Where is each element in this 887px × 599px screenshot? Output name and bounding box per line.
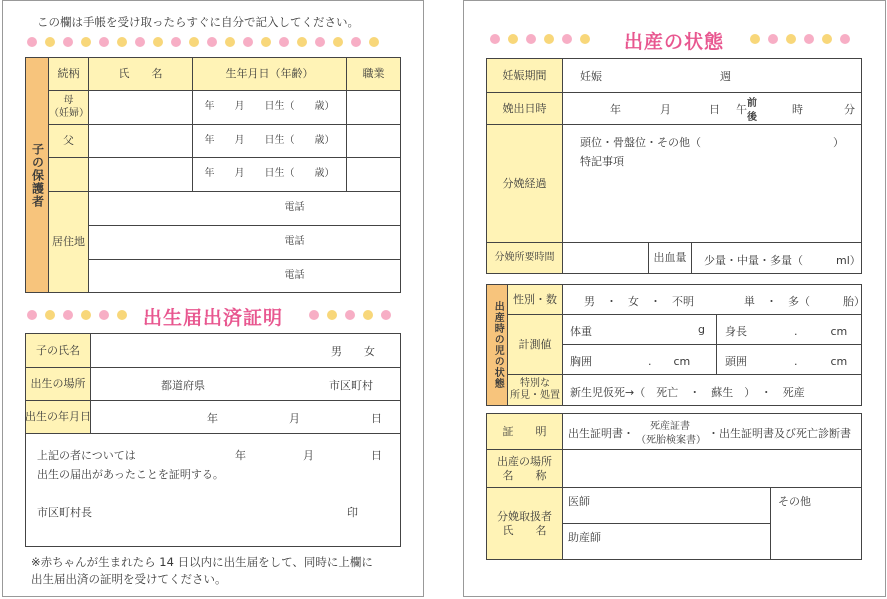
height-label: 身長 xyxy=(725,325,747,338)
prefecture: 都道府県 xyxy=(161,379,205,392)
weight-label: 体重 xyxy=(570,325,592,338)
cert-title: 出生届出済証明 xyxy=(143,307,284,329)
proof-birth-death-cert: ・出生証明書及び死亡診断書 xyxy=(708,427,851,440)
phone-3: 電話 xyxy=(284,269,305,281)
relation-mother: 母 （妊婦） xyxy=(49,91,88,124)
height-unit: . cm xyxy=(794,325,848,338)
seal-mark: 印 xyxy=(347,506,358,519)
proof-stillbirth-1: 死産証書 xyxy=(650,421,690,432)
dot-divider-title-left xyxy=(490,33,590,45)
attendant-label-2: 氏 名 xyxy=(502,523,547,537)
header-birth: 生年月日（年齢） xyxy=(193,58,346,90)
footnote-line1: ※赤ちゃんが生まれたら 14 日以内に出生届をして、同時に上欄に xyxy=(31,555,373,569)
dot-divider-title-right xyxy=(750,33,850,45)
special-findings-value: 新生児仮死→（ 死亡 ・ 蘇生 ） ・ 死産 xyxy=(570,386,805,399)
birth-other: 年 月 日生（ 歳） xyxy=(204,168,335,180)
special-findings-label-1: 特別な xyxy=(520,377,550,389)
address-label: 居住地 xyxy=(49,192,88,292)
birth-month: 月 xyxy=(660,103,671,116)
newborn-side-label: 出産時の児の状態 xyxy=(487,285,507,405)
statement-month: 月 xyxy=(303,449,314,462)
birth-datetime-label: 娩出日時 xyxy=(487,93,562,124)
header-job: 職業 xyxy=(347,58,400,90)
birthplace-name-label-2: 名 称 xyxy=(502,468,547,482)
weight-unit: g xyxy=(698,323,705,336)
birth-day: 日 xyxy=(709,103,720,116)
right-page xyxy=(463,0,886,597)
child-gender: 男 女 xyxy=(331,345,375,358)
blood-loss-label: 出血量 xyxy=(653,251,687,265)
other-label: その他 xyxy=(778,495,811,508)
midwife-label: 助産師 xyxy=(568,531,601,544)
blood-loss-value: 少量・中量・多量（ ml） xyxy=(704,254,861,267)
child-name-label: 子の氏名 xyxy=(26,334,90,367)
guardian-side-label: 子の保護者 xyxy=(26,58,48,292)
attendant-label-1: 分娩取扱者 xyxy=(497,509,552,523)
sex-count-label: 性別・数 xyxy=(508,285,562,314)
proof-stillbirth-2: （死胎検案書） xyxy=(636,435,706,446)
sex-value: 男 ・ 女 ・ 不明 xyxy=(584,295,694,308)
gestation-post: 週 xyxy=(720,70,731,83)
gestation-label: 妊娠期間 xyxy=(487,59,562,92)
left-page xyxy=(2,0,424,597)
gestation-pre: 妊娠 xyxy=(580,70,602,83)
proof-label: 証 明 xyxy=(487,414,562,449)
birthdate-year: 年 xyxy=(207,412,218,425)
head-unit: . cm xyxy=(794,355,848,368)
phone-1: 電話 xyxy=(284,202,305,214)
count-value: 単 ・ 多（ 胎） xyxy=(744,295,865,308)
birthdate-day: 日 xyxy=(371,412,382,425)
special-findings-label-2: 所見・処置 xyxy=(510,390,560,401)
header-relation: 続柄 xyxy=(49,58,88,90)
presentation: 頭位・骨盤位・その他（ ） xyxy=(580,136,844,149)
statement-year: 年 xyxy=(235,449,246,462)
relation-blank xyxy=(49,158,88,191)
measurements-label: 計測値 xyxy=(508,315,562,374)
dot-divider-right xyxy=(309,309,391,321)
special-notes: 特記事項 xyxy=(580,155,624,168)
head-label: 頭囲 xyxy=(725,355,747,368)
special-findings-label xyxy=(508,375,562,405)
top-note: この欄は手帳を受け取ったらすぐに自分で記入してください。 xyxy=(37,15,359,29)
birth-hour: 時 xyxy=(792,103,803,116)
chest-unit: . cm xyxy=(648,355,691,368)
municipality: 市区町村 xyxy=(329,379,373,392)
birthplace-name-label xyxy=(487,450,562,487)
statement-line2: 出生の届出があったことを証明する。 xyxy=(37,468,224,481)
chest-label: 胸囲 xyxy=(570,355,592,368)
statement-line1: 上記の者については xyxy=(37,449,136,462)
doctor-label: 医師 xyxy=(568,495,590,508)
birth-ampm-a: 午 xyxy=(736,103,747,116)
birthplace-name-label-1: 出産の場所 xyxy=(497,454,552,468)
birth-minute: 分 xyxy=(844,103,855,116)
header-name: 氏 名 xyxy=(89,58,192,90)
dot-divider-left xyxy=(27,309,127,321)
footnote-line2: 出生届出済の証明を受けてください。 xyxy=(31,572,227,586)
birth-year: 年 xyxy=(610,103,621,116)
birthdate-month: 月 xyxy=(289,412,300,425)
delivery-course-label: 分娩経過 xyxy=(487,125,562,242)
statement-day: 日 xyxy=(371,449,382,462)
duration-label: 分娩所要時間 xyxy=(487,243,562,273)
birth-father: 年 月 日生（ 歳） xyxy=(204,134,335,146)
birth-ampm-c: 後 xyxy=(747,112,757,123)
birth-ampm-b: 前 xyxy=(747,98,757,109)
birthplace-label: 出生の場所 xyxy=(26,368,90,400)
birthdate-label: 出生の年月日 xyxy=(26,401,90,433)
birth-status-title: 出産の状態 xyxy=(624,31,725,53)
birth-mother: 年 月 日生（ 歳） xyxy=(204,101,335,113)
mayor-label: 市区町村長 xyxy=(37,506,92,519)
attendant-label xyxy=(487,488,562,559)
phone-2: 電話 xyxy=(284,236,305,248)
dot-divider-top xyxy=(27,36,379,48)
proof-birth-cert: 出生証明書・ xyxy=(568,427,634,440)
relation-father: 父 xyxy=(49,125,88,157)
